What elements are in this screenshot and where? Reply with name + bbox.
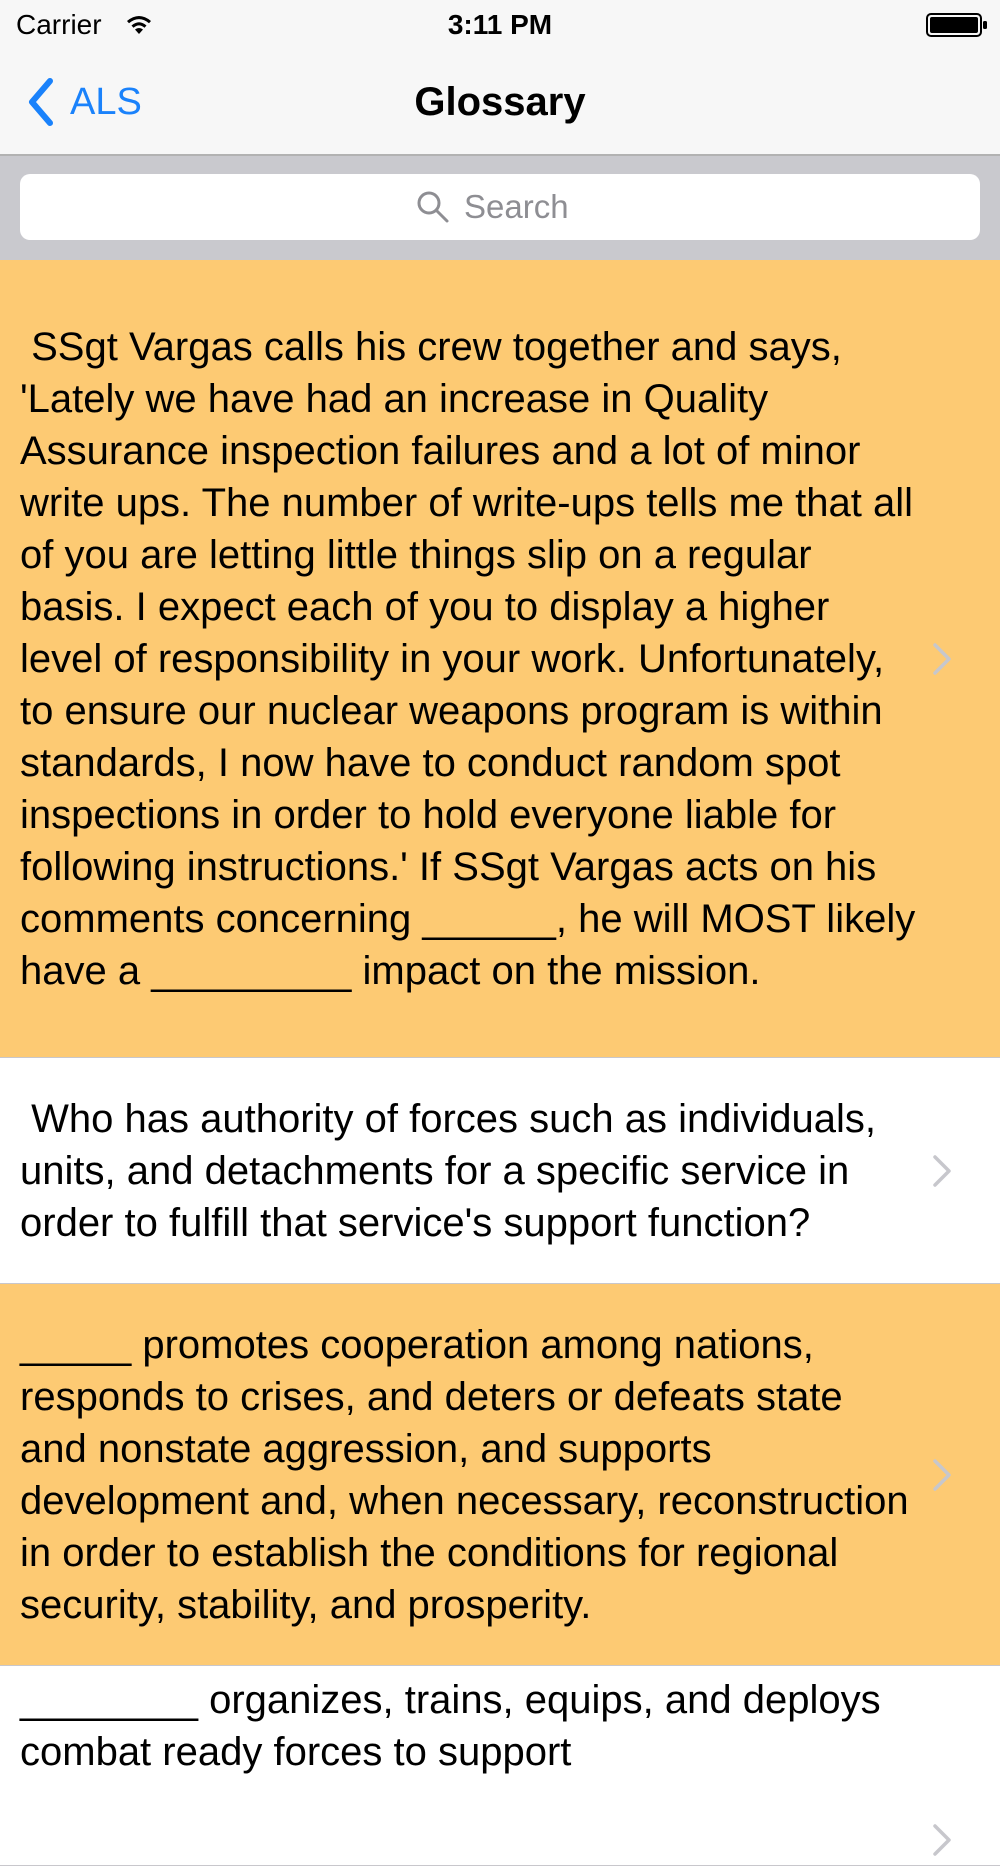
- search-icon: [416, 190, 450, 224]
- list-item[interactable]: [0, 260, 1000, 1058]
- chevron-right-icon: [932, 1458, 952, 1492]
- status-time: 3:11 PM: [447, 9, 553, 40]
- list-item-text: Who has authority of forces such as individuals, units, and detachments for a specific service in order to fulfill that service's support function?: [20, 1096, 888, 1245]
- list-item-text: ________ organizes, trains, equips, and deploys combat ready forces to support: [20, 1678, 892, 1774]
- list-item[interactable]: [0, 1284, 1000, 1666]
- search-field[interactable]: [20, 174, 980, 240]
- list-item-text: _____ promotes cooperation among nations, responds to crises, and deters or defeats state and nonstate aggression, and supports development and, when necessary, reconstruction in order to establish the conditions for regional security, stability, and prosperity.: [20, 1322, 920, 1627]
- search-bar: [0, 156, 1000, 260]
- chevron-right-icon: [932, 1823, 952, 1857]
- carrier-label: Carrier: [16, 9, 102, 40]
- list-item[interactable]: [0, 1058, 1000, 1284]
- chevron-right-icon: [932, 1154, 952, 1188]
- back-button-label: ALS: [70, 81, 142, 123]
- page-title: Glossary: [414, 80, 586, 124]
- navigation-bar: [0, 50, 1000, 156]
- battery-icon: [926, 13, 988, 37]
- search-input[interactable]: [464, 188, 584, 226]
- glossary-list: [0, 260, 1000, 1866]
- list-item[interactable]: [0, 1666, 1000, 1866]
- chevron-right-icon: [932, 642, 952, 676]
- status-bar: [0, 0, 1000, 50]
- list-item-text: SSgt Vargas calls his crew together and says, 'Lately we have had an increase in Quality Assurance inspection failures and a lot of minor write ups. The number of write-ups tells me that all of you are letting little things slip on a regular basis. I expect each of you to display a higher level of responsibility in your work. Unfortunately, to ensure our nuclear weapons program is within standards, I now have to conduct random spot inspections in order to hold everyone liable for following instructions.' If SSgt Vargas acts on his comments concerning ______, he will MOST likely have a _________ impact on the mission.: [20, 324, 927, 993]
